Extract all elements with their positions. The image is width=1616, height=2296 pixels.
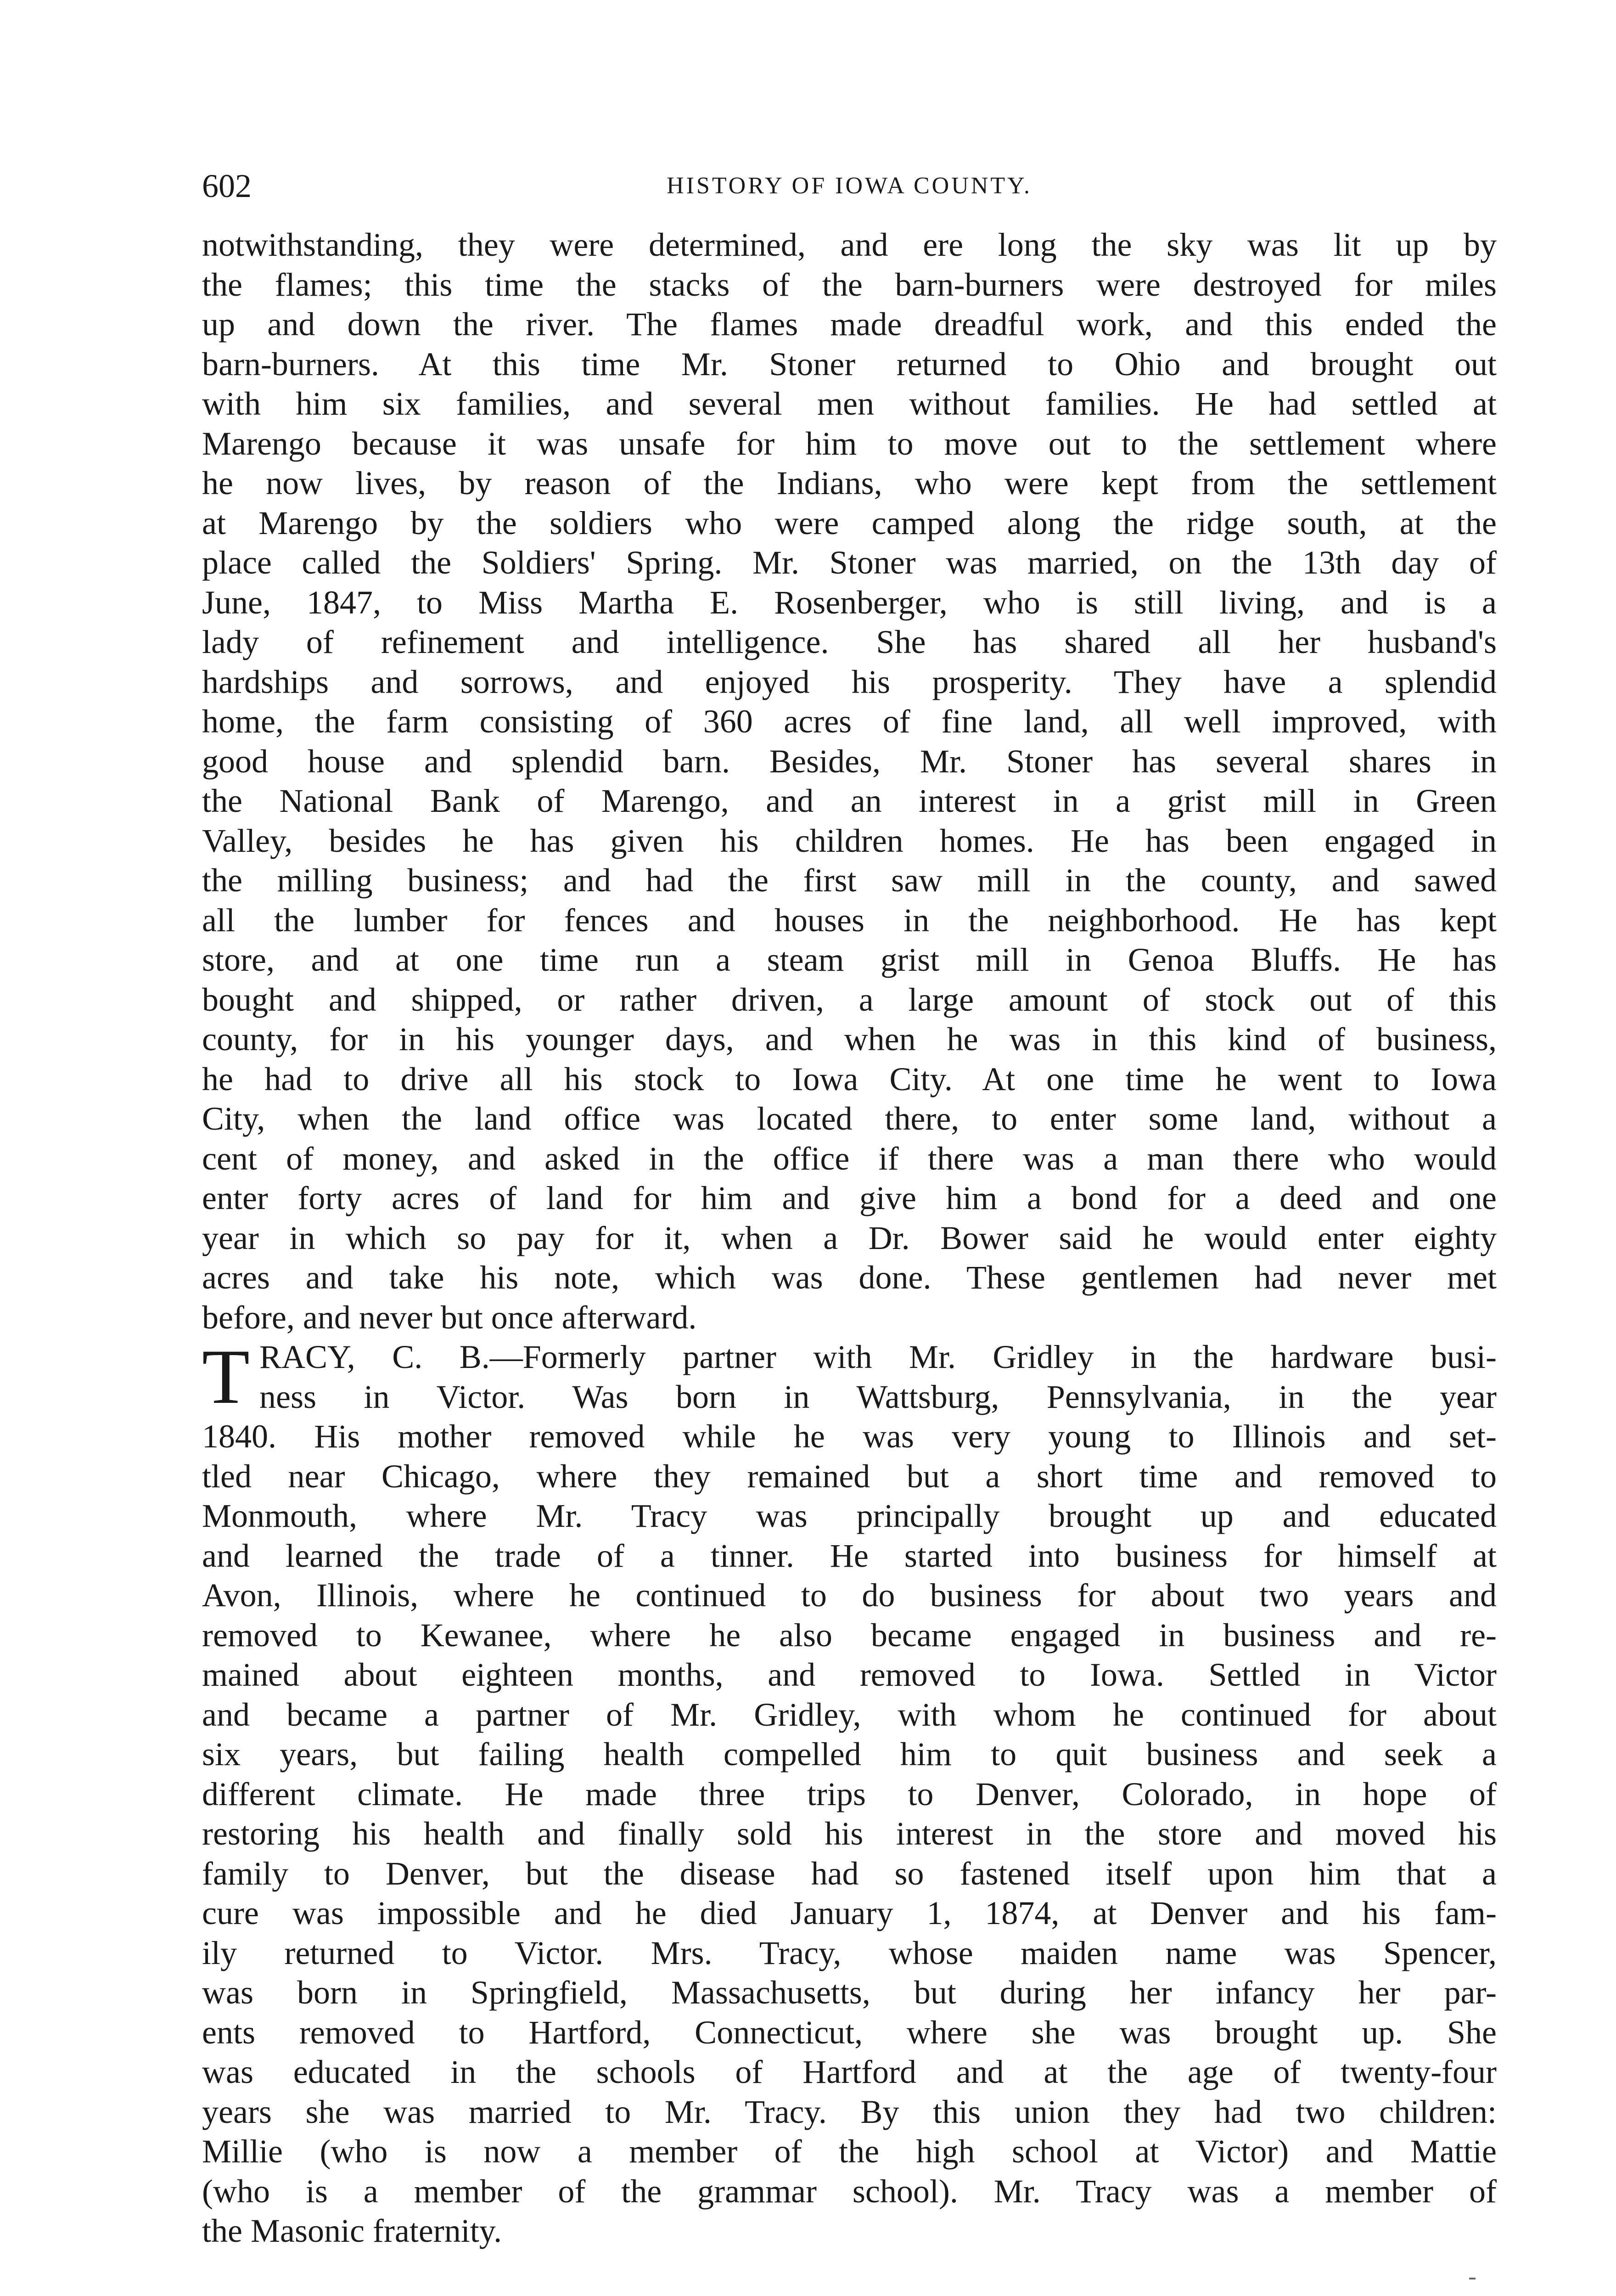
text-line: he had to drive all his stock to Iowa City. At one time he went to Iowa [202, 1060, 1497, 1097]
text-line: was born in Springfield, Massachusetts, but during her infancy her par- [202, 1974, 1497, 2011]
text-line: City, when the land office was located there, to enter some land, without a [202, 1100, 1497, 1137]
text-line: June, 1847, to Miss Martha E. Rosenberger, who is still living, and is a [202, 584, 1497, 621]
page-number: 602 [202, 168, 252, 204]
text-line: county, for in his younger days, and when he was in this kind of business, [202, 1021, 1497, 1058]
text-line: ness in Victor. Was born in Wattsburg, Pennsylvania, in the year [259, 1378, 1497, 1415]
text-line: cure was impossible and he died January 1, 1874, at Denver and his fam- [202, 1895, 1497, 1931]
text-line: years she was married to Mr. Tracy. By this union they had two children: [202, 2093, 1497, 2130]
text-line: bought and shipped, or rather driven, a large amount of stock out of this [202, 981, 1497, 1018]
print-speck [1469, 2278, 1476, 2279]
text-line: restoring his health and finally sold his interest in the store and moved his [202, 1815, 1497, 1852]
body-text [202, 225, 1497, 2251]
text-line: up and down the river. The flames made dreadful work, and this ended the [202, 306, 1497, 343]
text-line: with him six families, and several men without families. He had settled at [202, 385, 1497, 422]
text-line: ents removed to Hartford, Connecticut, where she was brought up. She [202, 2014, 1497, 2051]
text-line: he now lives, by reason of the Indians, who were kept from the settlement [202, 465, 1497, 501]
dropcap-block [202, 1334, 1497, 1420]
text-line: and learned the trade of a tinner. He started into business for himself at [202, 1537, 1497, 1574]
text-line: all the lumber for fences and houses in the neighborhood. He has kept [202, 901, 1497, 939]
text-line: place called the Soldiers' Spring. Mr. Stoner was married, on the 13th day of [202, 544, 1497, 581]
text-line: before, and never but once afterward. [202, 1299, 697, 1336]
text-line: family to Denver, but the disease had so fastened itself upon him that a [202, 1855, 1497, 1892]
text-line: Valley, besides he has given his children homes. He has been engaged in [202, 822, 1497, 859]
text-line: the milling business; and had the first saw mill in the county, and sawed [202, 862, 1497, 899]
text-line: different climate. He made three trips to Denver, Colorado, in hope of [202, 1775, 1497, 1812]
text-line: enter forty acres of land for him and give him a bond for a deed and one [202, 1180, 1497, 1216]
paragraph-tracy-biography [202, 1334, 1497, 2251]
text-line: the flames; this time the stacks of the barn-burners were destroyed for miles [202, 266, 1497, 303]
text-line: barn-burners. At this time Mr. Stoner returned to Ohio and brought out [202, 345, 1497, 383]
text-line: Millie (who is now a member of the high school at Victor) and Mattie [202, 2133, 1497, 2170]
book-title: HISTORY OF IOWA COUNTY. [667, 173, 1032, 199]
text-line: the National Bank of Marengo, and an interest in a grist mill in Green [202, 782, 1497, 819]
text-line: RACY, C. B.—Formerly partner with Mr. Gridley in the hardware busi- [259, 1339, 1497, 1375]
text-line: tled near Chicago, where they remained but a short time and removed to [202, 1458, 1497, 1495]
text-line: removed to Kewanee, where he also became engaged in business and re- [202, 1616, 1497, 1654]
text-line: hardships and sorrows, and enjoyed his prosperity. They have a splendid [202, 663, 1497, 700]
text-line: ily returned to Victor. Mrs. Tracy, whose maiden name was Spencer, [202, 1934, 1497, 1971]
text-line: six years, but failing health compelled him to quit business and seek a [202, 1736, 1497, 1773]
drop-cap: T [202, 1334, 250, 1420]
paragraph-stoner-continued [202, 225, 1497, 1337]
text-line: (who is a member of the grammar school). Mr. Tracy was a member of [202, 2172, 1497, 2210]
text-line: Avon, Illinois, where he continued to do business for about two years and [202, 1577, 1497, 1614]
text-line: acres and take his note, which was done. These gentlemen had never met [202, 1259, 1497, 1296]
text-line: mained about eighteen months, and removed to Iowa. Settled in Victor [202, 1656, 1497, 1693]
text-line: lady of refinement and intelligence. She has shared all her husband's [202, 624, 1497, 660]
text-line: year in which so pay for it, when a Dr. Bower said he would enter eighty [202, 1219, 1497, 1256]
text-line: was educated in the schools of Hartford and at the age of twenty-four [202, 2054, 1497, 2090]
text-line: Marengo because it was unsafe for him to move out to the settlement where [202, 425, 1497, 462]
text-line: Monmouth, where Mr. Tracy was principally brought up and educated [202, 1497, 1497, 1534]
text-line: store, and at one time run a steam grist mill in Genoa Bluffs. He has [202, 941, 1497, 978]
text-line: at Marengo by the soldiers who were camped along the ridge south, at the [202, 504, 1497, 541]
text-line: cent of money, and asked in the office if there was a man there who would [202, 1140, 1497, 1177]
text-line: 1840. His mother removed while he was very young to Illinois and set- [202, 1418, 1497, 1455]
text-line: and became a partner of Mr. Gridley, with whom he continued for about [202, 1696, 1497, 1733]
text-line: the Masonic fraternity. [202, 2212, 502, 2249]
text-line: home, the farm consisting of 360 acres of fine land, all well improved, with [202, 703, 1497, 740]
text-line: notwithstanding, they were determined, and ere long the sky was lit up by [202, 226, 1497, 263]
running-head [202, 165, 1497, 207]
text-line: good house and splendid barn. Besides, Mr. Stoner has several shares in [202, 743, 1497, 780]
